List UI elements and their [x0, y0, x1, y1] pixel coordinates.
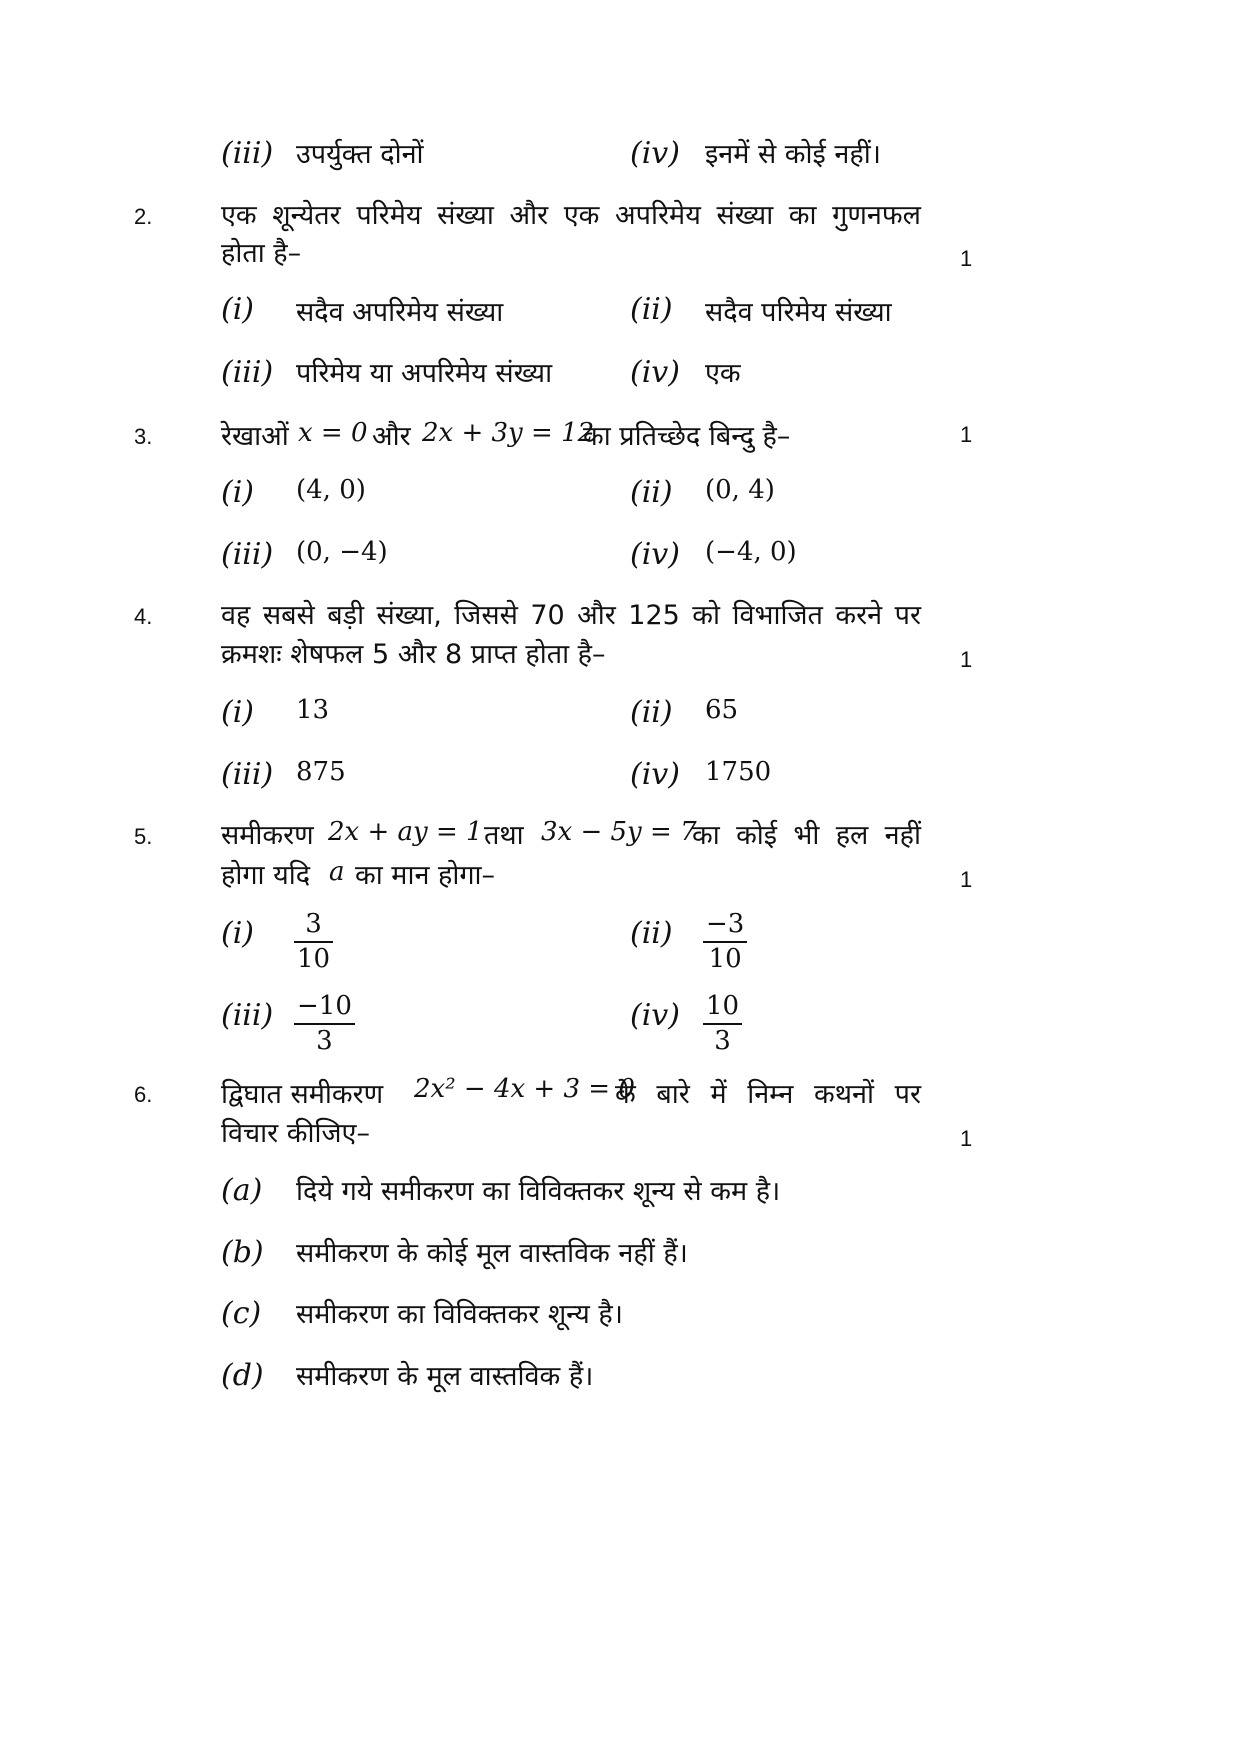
option-label: (i) — [221, 292, 255, 327]
option-text: (0, −4) — [296, 537, 388, 567]
math-expression: x = 0 — [298, 418, 368, 448]
option-label: (iv) — [630, 998, 680, 1033]
option-label: (i) — [221, 916, 255, 951]
option-label: (iv) — [630, 136, 680, 171]
question-number: 3. — [134, 424, 153, 449]
statement-label: (a) — [221, 1173, 263, 1208]
option-label: (iv) — [630, 537, 680, 572]
math-expression: a — [329, 857, 345, 887]
fraction-numerator: 10 — [706, 991, 740, 1021]
option-text: 65 — [705, 695, 739, 725]
question-text: के बारे में निम्न कथनों पर — [615, 1079, 921, 1110]
option-label: (ii) — [630, 475, 673, 510]
question-marks: 1 — [960, 246, 973, 271]
statement-text: समीकरण के कोई मूल वास्तविक नहीं हैं। — [296, 1238, 688, 1269]
fraction-denominator: 3 — [316, 1025, 333, 1056]
fraction — [294, 908, 333, 975]
option-label: (iv) — [630, 757, 680, 792]
statement-label: (b) — [221, 1235, 264, 1270]
option-text: 875 — [296, 757, 346, 787]
statement-label: (d) — [221, 1358, 264, 1393]
option-label: (iii) — [221, 757, 274, 792]
question-marks: 1 — [960, 867, 973, 892]
math-expression: 3x − 5y = 7 — [541, 817, 697, 847]
question-number: 4. — [134, 604, 153, 629]
question-text: द्विघात समीकरण — [221, 1079, 384, 1110]
option-label: (iii) — [221, 537, 274, 572]
option-label: (iii) — [221, 998, 274, 1033]
statement-text: दिये गये समीकरण का विविक्तकर शून्य से कम है। — [296, 1176, 781, 1207]
option-text: सदैव अपरिमेय संख्या — [296, 297, 504, 328]
question-text: रेखाओं — [221, 421, 289, 452]
fraction-numerator: −10 — [297, 991, 352, 1021]
option-text: परिमेय या अपरिमेय संख्या — [296, 358, 553, 389]
fraction-denominator: 10 — [708, 943, 742, 974]
math-expression: 2x² − 4x + 3 = 0 — [414, 1074, 635, 1104]
fraction — [294, 990, 355, 1057]
option-text: 1750 — [705, 757, 772, 787]
fraction-denominator: 3 — [714, 1025, 731, 1056]
option-text: (4, 0) — [296, 475, 366, 505]
question-number: 2. — [134, 204, 153, 229]
option-text: इनमें से कोई नहीं। — [705, 139, 881, 170]
question-text: का मान होगा– — [355, 860, 496, 891]
option-label: (i) — [221, 475, 255, 510]
fraction-numerator: −3 — [706, 909, 745, 939]
question-number: 5. — [134, 824, 153, 849]
question-text: विचार कीजिए– — [221, 1118, 370, 1149]
option-text: सदैव परिमेय संख्या — [705, 297, 892, 328]
option-label: (iv) — [630, 355, 680, 390]
question-text: और — [372, 421, 411, 452]
question-marks: 1 — [960, 422, 973, 447]
statement-text: समीकरण के मूल वास्तविक हैं। — [296, 1361, 594, 1392]
fraction — [703, 990, 742, 1057]
question-text: क्रमशः शेषफल 5 और 8 प्राप्त होता है– — [221, 639, 606, 670]
question-text: होगा यदि — [221, 860, 311, 891]
question-text: का प्रतिच्छेद बिन्दु है– — [583, 421, 791, 452]
option-text: 13 — [296, 695, 330, 725]
fraction-denominator: 10 — [297, 943, 331, 974]
question-text: वह सबसे बड़ी संख्या, जिससे 70 और 125 को विभाजित करने पर — [221, 600, 921, 631]
question-text: एक शून्येतर परिमेय संख्या और एक अपरिमेय संख्या का गुणनफल — [221, 200, 921, 231]
fraction-numerator: 3 — [305, 909, 322, 939]
question-marks: 1 — [960, 647, 973, 672]
option-label: (ii) — [630, 695, 673, 730]
option-text: (0, 4) — [705, 475, 775, 505]
question-text: समीकरण — [221, 820, 314, 851]
option-label: (i) — [221, 695, 255, 730]
option-label: (ii) — [630, 292, 673, 327]
question-marks: 1 — [960, 1126, 973, 1151]
question-text: का कोई भी हल नहीं — [692, 820, 921, 851]
question-number: 6. — [134, 1082, 153, 1107]
math-expression: 2x + 3y = 12 — [422, 418, 595, 448]
math-expression: 2x + ay = 1 — [328, 817, 483, 847]
option-text: उपर्युक्त दोनों — [296, 139, 424, 170]
statement-text: समीकरण का विविक्तकर शून्य है। — [296, 1299, 623, 1330]
option-text: एक — [705, 358, 741, 389]
fraction — [703, 908, 747, 975]
statement-label: (c) — [221, 1296, 262, 1331]
question-text: तथा — [484, 820, 524, 851]
option-label: (iii) — [221, 355, 274, 390]
option-label: (ii) — [630, 916, 673, 951]
question-text: होता है– — [221, 238, 302, 269]
option-label: (iii) — [221, 136, 274, 171]
option-text: (−4, 0) — [705, 537, 797, 567]
